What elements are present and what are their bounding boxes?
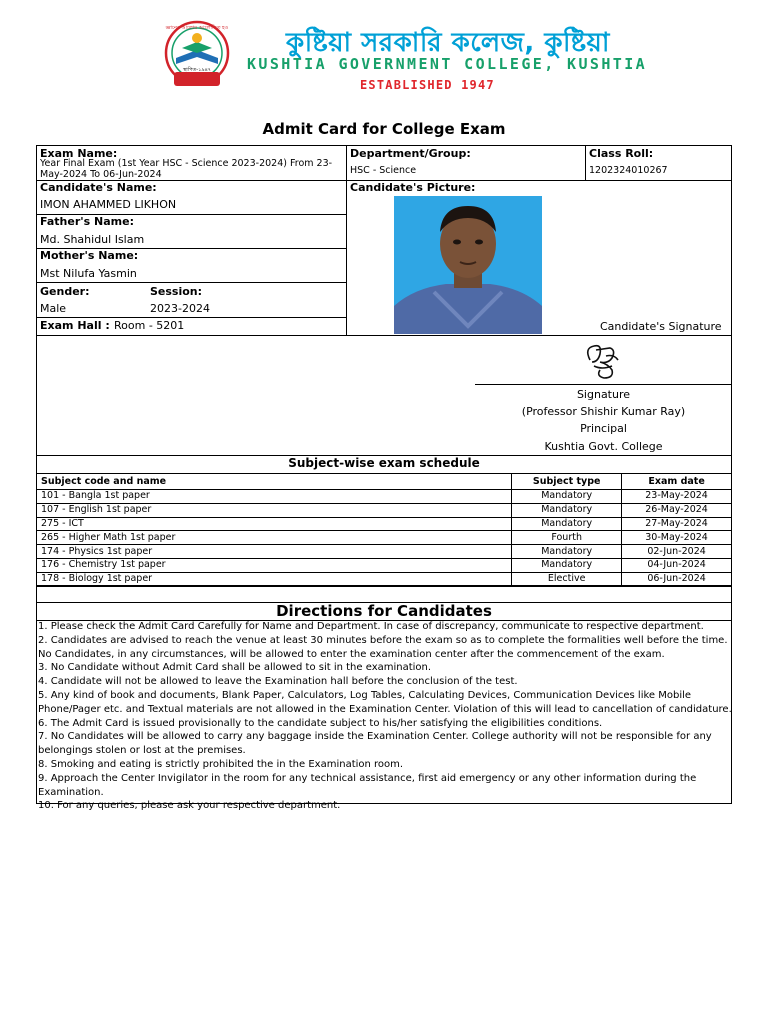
date-cell: 26-May-2024 <box>622 503 732 517</box>
candidate-photo <box>394 196 542 334</box>
schedule-header-type: Subject type <box>512 474 622 490</box>
table-row <box>37 517 732 531</box>
date-cell: 27-May-2024 <box>622 517 732 531</box>
class-roll-value: 1202324010267 <box>589 165 668 176</box>
direction-item: 3. No Candidate without Admit Card shall be allowed to sit in the examination. <box>38 662 432 674</box>
type-cell: Fourth <box>512 531 622 545</box>
logo-year: স্থাপিত-১৯৪৭ <box>182 67 212 73</box>
date-cell: 23-May-2024 <box>622 490 732 504</box>
college-name-english: KUSHTIA GOVERNMENT COLLEGE, KUSHTIA <box>247 55 648 73</box>
candidate-signature-label: Candidate's Signature <box>600 320 722 333</box>
table-row <box>37 490 732 504</box>
gender-label: Gender: <box>40 285 90 298</box>
candidate-name-label: Candidate's Name: <box>40 181 157 194</box>
subject-cell: 176 - Chemistry 1st paper <box>37 558 512 572</box>
gender-value: Male <box>40 302 67 315</box>
direction-item: 6. The Admit Card is issued provisionally to the candidate subject to his/her satisfying the eligibilities conditions. <box>38 717 603 729</box>
directions-list <box>38 620 732 813</box>
class-roll-label: Class Roll: <box>589 147 654 160</box>
table-row <box>37 531 732 545</box>
exam-name-label: Exam Name: <box>40 147 118 160</box>
candidate-picture-label: Candidate's Picture: <box>350 181 476 194</box>
date-cell: 04-Jun-2024 <box>622 558 732 572</box>
department-value: HSC - Science <box>350 165 417 176</box>
subject-cell: 101 - Bangla 1st paper <box>37 490 512 504</box>
table-row <box>37 503 732 517</box>
subject-cell: 265 - Higher Math 1st paper <box>37 531 512 545</box>
direction-item: 8. Smoking and eating is strictly prohibited the in the Examination room. <box>38 758 404 770</box>
direction-item: 9. Approach the Center Invigilator in the room for any technical assistance, first aid emergency or any other information during the Examination. <box>38 772 697 798</box>
type-cell: Mandatory <box>512 490 622 504</box>
schedule-title: Subject-wise exam schedule <box>288 456 480 470</box>
direction-item: 10. For any queries, please ask your respective department. <box>38 800 341 812</box>
established-year: ESTABLISHED 1947 <box>360 78 495 92</box>
table-row <box>37 572 732 586</box>
table-row <box>37 558 732 572</box>
date-cell: 30-May-2024 <box>622 531 732 545</box>
logo-motto: জ্ঞানের আলোয় আলোকিত হও <box>165 25 229 31</box>
direction-item: 2. Candidates are advised to reach the venue at least 30 minutes before the exam so as to complete the formalities well before the time. No Candidates, in any circumstances, will be allowed to enter the examination center after the commencement of the exam. <box>38 634 728 660</box>
principal-college: Kushtia Govt. College <box>544 440 663 453</box>
principal-signature-label: Signature <box>576 388 631 401</box>
subject-cell: 275 - ICT <box>37 517 512 531</box>
schedule-header-date: Exam date <box>622 474 732 490</box>
subject-cell: 107 - English 1st paper <box>37 503 512 517</box>
directions-title: Directions for Candidates <box>276 602 492 620</box>
direction-item: 4. Candidate will not be allowed to leave the Examination hall before the conclusion of the test. <box>38 676 518 688</box>
father-name-value: Md. Shahidul Islam <box>40 233 145 246</box>
type-cell: Mandatory <box>512 545 622 559</box>
exam-hall-value: Room - 5201 <box>114 319 185 332</box>
candidate-name-value: IMON AHAMMED LIKHON <box>40 198 177 211</box>
type-cell: Mandatory <box>512 517 622 531</box>
direction-item: 5. Any kind of book and documents, Blank Paper, Calculators, Log Tables, Calculating Devices, Communication Devices like Mobile Phone/Pager etc. and Textual materials are not allowed in the Examination Center. Violation of this will lead to cancellation of candidature. <box>38 689 732 715</box>
subject-cell: 174 - Physics 1st paper <box>37 545 512 559</box>
type-cell: Mandatory <box>512 558 622 572</box>
college-logo <box>164 20 230 92</box>
direction-item: 7. No Candidates will be allowed to carry any baggage inside the Examination Center. College authority will not be responsible for any belongings stolen or lost at the premises. <box>38 731 712 757</box>
type-cell: Elective <box>512 572 622 586</box>
date-cell: 06-Jun-2024 <box>622 572 732 586</box>
exam-hall-label: Exam Hall : <box>40 319 110 332</box>
page-title: Admit Card for College Exam <box>262 120 506 138</box>
father-name-label: Father's Name: <box>40 215 134 228</box>
table-row <box>37 545 732 559</box>
direction-item: 1. Please check the Admit Card Carefully for Name and Department. In case of discrepancy, communicate to respective department. <box>38 621 704 632</box>
type-cell: Mandatory <box>512 503 622 517</box>
schedule-table <box>36 473 732 587</box>
mother-name-value: Mst Nilufa Yasmin <box>40 267 137 280</box>
principal-title: Principal <box>580 422 627 435</box>
exam-name-value: Year Final Exam (1st Year HSC - Science 2023-2024) From 23-May-2024 To 06-Jun-2024 <box>40 158 333 180</box>
department-label: Department/Group: <box>350 147 471 160</box>
schedule-header-subject: Subject code and name <box>37 474 512 490</box>
session-label: Session: <box>150 285 203 298</box>
mother-name-label: Mother's Name: <box>40 249 139 262</box>
principal-signature-image <box>582 340 622 382</box>
college-name-bengali: কুষ্টিয়া সরকারি কলেজ, কুষ্টিয়া <box>286 28 610 58</box>
principal-name: (Professor Shishir Kumar Ray) <box>521 405 686 418</box>
schedule-header-row <box>37 474 732 490</box>
date-cell: 02-Jun-2024 <box>622 545 732 559</box>
subject-cell: 178 - Biology 1st paper <box>37 572 512 586</box>
spacer-row <box>36 585 732 603</box>
session-value: 2023-2024 <box>150 302 210 315</box>
